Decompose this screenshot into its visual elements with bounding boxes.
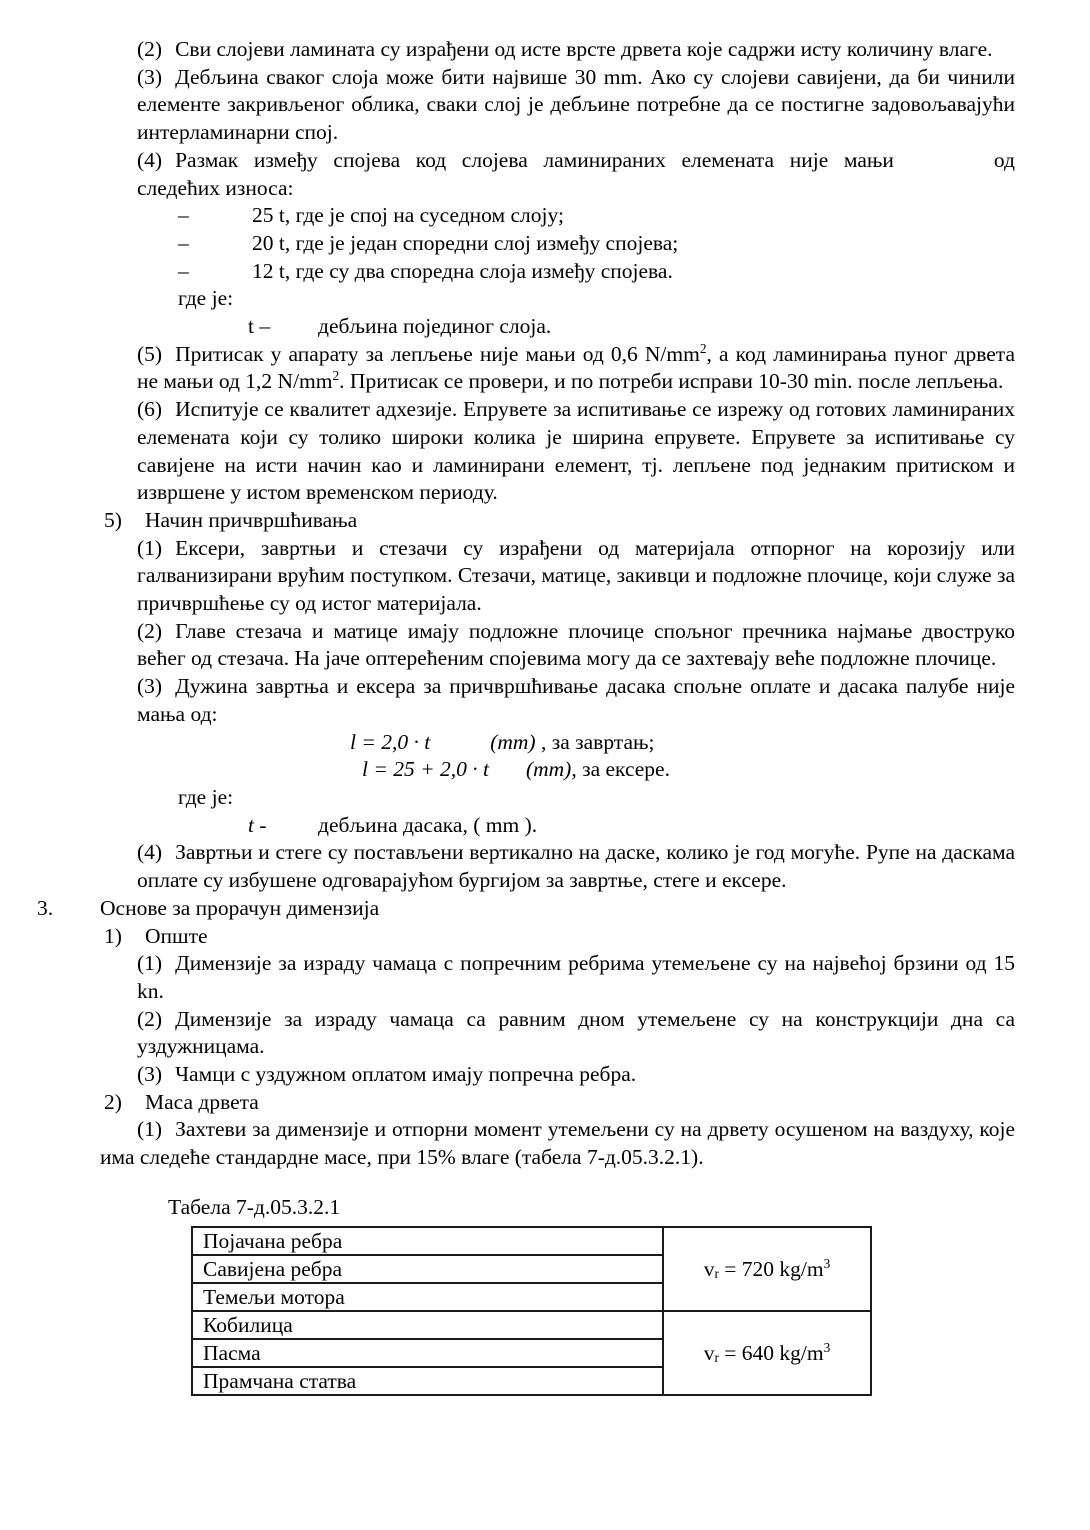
paragraph-text: Испитује се квалитет адхезије. Епрувете за испитивање се изрежу од готових ламинираних елемената који су толико широки колика је ширина епрувете. Епрувете за испитивање су савијене на исти начин као и ламинирани елемент, тј. лепљене под једнаким притиском и извршене у истом временском периоду. [137, 397, 1015, 505]
superscript: 3 [823, 1339, 831, 1355]
definition-text: дебљина дасака, ( mm ). [318, 812, 538, 837]
formula-note: , за завртањ; [535, 729, 655, 754]
paragraph-text: . Притисак се провери, и по потреби исправи 10-30 min. после лепљења. [339, 369, 1004, 394]
paragraph-fastening-1 [137, 535, 1015, 618]
section-number: 1) [104, 923, 122, 948]
section-number: 5) [104, 507, 122, 532]
formula-note: за ексере. [576, 757, 670, 782]
definition-text: дебљина појединог слоја. [318, 314, 552, 339]
table-row [192, 1227, 871, 1255]
section-number: 3. [37, 895, 54, 920]
subscript: r [714, 1350, 719, 1366]
paragraph-text: Сви слојеви ламината су израђени од исте врсте дрвета које садржи исту количину влаге. [175, 37, 993, 61]
paragraph-laminate-3 [137, 64, 1015, 147]
paragraph-wood-mass-1 [100, 1116, 1015, 1171]
section-title: Опште [145, 923, 208, 948]
paragraph-text: Димензије за израду чамаца са равним дном утемељене су на конструкцији дна са уздужницама. [137, 1006, 1015, 1059]
paragraph-text: Ексери, завртњи и стезачи су израђени од материјала отпорног на корозију или галванизирани врућим поступком. Стезачи, матице, закивци и подложне плочице, који служе за причвршћење су од истог материјала. [137, 535, 1015, 616]
paragraph-fastening-2 [137, 618, 1015, 673]
section-title: Начин причвршћивања [145, 507, 358, 532]
item-number: (6) [137, 397, 163, 422]
table-cell-member: Темељи мотора [192, 1283, 663, 1311]
density-value: = 720 kg/m [718, 1256, 824, 1281]
table-cell-member: Прамчана статва [192, 1367, 663, 1395]
item-number: (3) [137, 64, 163, 89]
paragraph-text: Захтеви за димензије и отпорни момент утемељени су на дрвету осушеном на ваздуху, које има следеће стандардне масе, при 15% влаге (табела 7-д.05.3.2.1). [100, 1117, 1015, 1170]
where-label: где је: [178, 286, 234, 311]
paragraph-text: Чамци с уздужном оплатом имају попречна ребра. [175, 1062, 637, 1087]
paragraph-text: , а код ламинирања пуног дрвета не мањи од 1,2 N/mm [137, 341, 1015, 394]
paragraph-fastening-4 [137, 839, 1015, 894]
section-title: Основе за прорачун димензија [100, 895, 380, 920]
paragraph-general-3 [137, 1061, 1015, 1089]
density-value: = 640 kg/m [718, 1340, 824, 1365]
standard-wood-mass-table [191, 1226, 872, 1396]
item-number: (2) [137, 618, 163, 643]
paragraph-text: Дужина завртња и ексера за причвршћивање дасака спољне оплате и дасака палубе није мања од: [137, 674, 1015, 726]
item-number: (1) [137, 535, 163, 560]
list-item [178, 258, 1015, 286]
table-caption: Табела 7-д.05.3.2.1 [168, 1194, 341, 1219]
paragraph-text: Димензије за израду чамаца с попречним ребрима утемељене су на највећој брзини од 15 kn. [137, 951, 1015, 1003]
where-label: где је: [178, 784, 234, 809]
formula-expression: l = 2,0 · t [350, 729, 431, 754]
paragraph-fastening-3 [137, 673, 1015, 728]
item-number: (3) [137, 674, 163, 699]
list-dash: – [178, 258, 189, 283]
density-symbol: v [703, 1340, 715, 1365]
paragraph-text: Дебљина сваког слоја може бити највише 30 mm. Ако су слојеви савијени, да би чинили елементе закривљеног облика, сваки слој је дебљине потребне да се постигне задовољавајући интерламинарни спој. [137, 64, 1015, 145]
paragraph-gluing-5 [137, 341, 1015, 396]
item-number: (3) [137, 1062, 163, 1087]
superscript: 2 [332, 368, 340, 384]
paragraph-general-1 [137, 950, 1015, 1005]
item-number: (1) [137, 1117, 163, 1142]
paragraph-text: Главе стезача и матице имају подложне плочице спољног пречника најмање двоструко већег од стезача. На јаче оптерећеним спојевима могу да се захтевају веће подложне плочице. [137, 618, 1015, 671]
subscript: r [714, 1266, 719, 1282]
paragraph-laminate-2 [137, 36, 1015, 64]
definition-row [248, 313, 1090, 341]
table-cell-member: Савијена ребра [192, 1255, 663, 1283]
definition-term: t - [248, 812, 267, 837]
list-dash: – [178, 203, 189, 228]
paragraph-text: Притисак у апарату за лепљење није мањи од 0,6 N/mm [175, 341, 700, 366]
section-heading-fastening [104, 507, 1090, 535]
item-number: (2) [137, 1006, 163, 1031]
section-heading-dimension-basis [37, 895, 1090, 923]
superscript: 2 [699, 340, 707, 356]
list-item-text: 20 t, где је један споредни слој између спојева; [252, 230, 679, 255]
item-number: (1) [137, 951, 163, 976]
formula-expression: l = 25 + 2,0 · t [362, 757, 489, 782]
table-cell-member: Кобилица [192, 1311, 663, 1339]
item-number: (2) [137, 37, 163, 61]
formula-unit: (mm), [525, 757, 577, 782]
definition-row [248, 812, 1090, 840]
list-dash: – [178, 230, 189, 255]
paragraph-text: Размак између спојева код слојева ламинираних елемената није мањи [175, 147, 894, 172]
item-number: (4) [137, 147, 163, 172]
formula-nails [362, 756, 1090, 784]
paragraph-general-2 [137, 1006, 1015, 1061]
section-number: 2) [104, 1089, 122, 1114]
item-number: (5) [137, 341, 163, 366]
table-cell-density-720 [663, 1227, 871, 1311]
definition-term: t – [248, 314, 271, 339]
section-title: Маса дрвета [145, 1089, 259, 1114]
table-row [192, 1311, 871, 1339]
list-item-text: 12 t, где су два споредна слоја између спојева. [252, 258, 673, 283]
subsection-heading-wood-mass [104, 1089, 1090, 1117]
density-symbol: v [703, 1256, 715, 1281]
paragraph-adhesion-6 [137, 396, 1015, 507]
list-item [178, 230, 1015, 258]
table-cell-member: Пасма [192, 1339, 663, 1367]
paragraph-text: од следећих износа: [137, 147, 1015, 200]
list-item [178, 202, 1015, 230]
list-item-text: 25 t, где је спој на суседном слоју; [252, 203, 564, 228]
paragraph-laminate-4 [137, 147, 1015, 202]
paragraph-text: Завртњи и стеге су постављени вертикално на даске, колико је год могуће. Рупе на даскама оплате су избушене одговарајућом бургијом за завртње, стеге и ексере. [137, 840, 1015, 893]
item-number: (4) [137, 840, 163, 865]
subsection-heading-general [104, 923, 1090, 951]
table-body [192, 1227, 871, 1395]
table-cell-density-640 [663, 1311, 871, 1395]
table-cell-member: Појачана ребра [192, 1227, 663, 1255]
formula-screws [350, 729, 1090, 757]
formula-unit: (mm) [490, 729, 536, 754]
superscript: 3 [823, 1255, 831, 1271]
